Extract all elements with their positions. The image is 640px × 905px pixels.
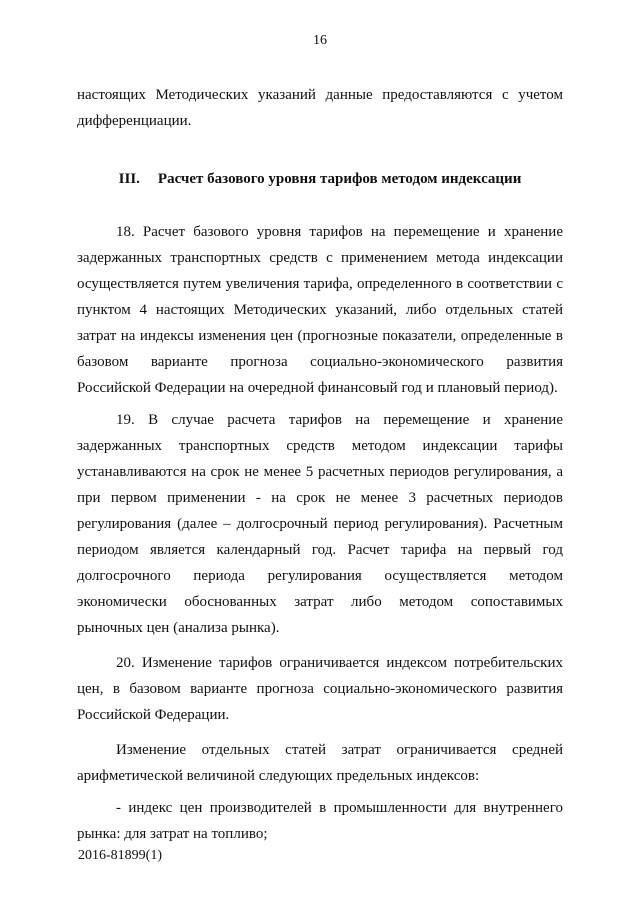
document-code: 2016-81899(1) xyxy=(78,848,162,863)
paragraph-19: 19. В случае расчета тарифов на перемещение и хранение задержанных транспортных средств методом индексации тарифы устанавливаются на срок не менее 5 расчетных периодов регулирования, а при первом применении - на срок не менее 3 расчетных периодов регулирования (далее – долгосрочный период регулирования). Расчетным периодом является календарный год. Расчет тарифа на первый год долгосрочного периода регулирования осуществляется методом экономически обоснованных затрат либо методом сопоставимых рыночных цен (анализа рынка). xyxy=(77,412,563,636)
paragraph-20: 20. Изменение тарифов ограничивается индексом потребительских цен, в базовом варианте прогноза социально-экономического развития Российской Федерации. xyxy=(77,655,563,723)
paragraph-18: 18. Расчет базового уровня тарифов на перемещение и хранение задержанных транспортных средств с применением метода индексации осуществляется путем увеличения тарифа, определенного в соответствии с пунктом 4 настоящих Методических указаний, либо отдельных статей затрат на индексы изменения цен (прогнозные показатели, определенные в базовом варианте прогноза социально-экономического развития Российской Федерации на очередной финансовый год и плановый период). xyxy=(77,224,563,396)
section-heading xyxy=(77,166,563,192)
document-body xyxy=(77,82,563,847)
intro-paragraph: настоящих Методических указаний данные предоставляются с учетом дифференциации. xyxy=(77,87,563,129)
paragraph-cost-items: Изменение отдельных статей затрат ограничивается средней арифметической величиной следующих предельных индексов: xyxy=(77,742,563,784)
section-number: III. xyxy=(118,171,140,187)
list-item-fuel-index: - индекс цен производителей в промышленности для внутреннего рынка: для затрат на топливо; xyxy=(77,800,563,842)
section-title: Расчет базового уровня тарифов методом индексации xyxy=(157,171,522,187)
page-number: 16 xyxy=(313,33,327,48)
